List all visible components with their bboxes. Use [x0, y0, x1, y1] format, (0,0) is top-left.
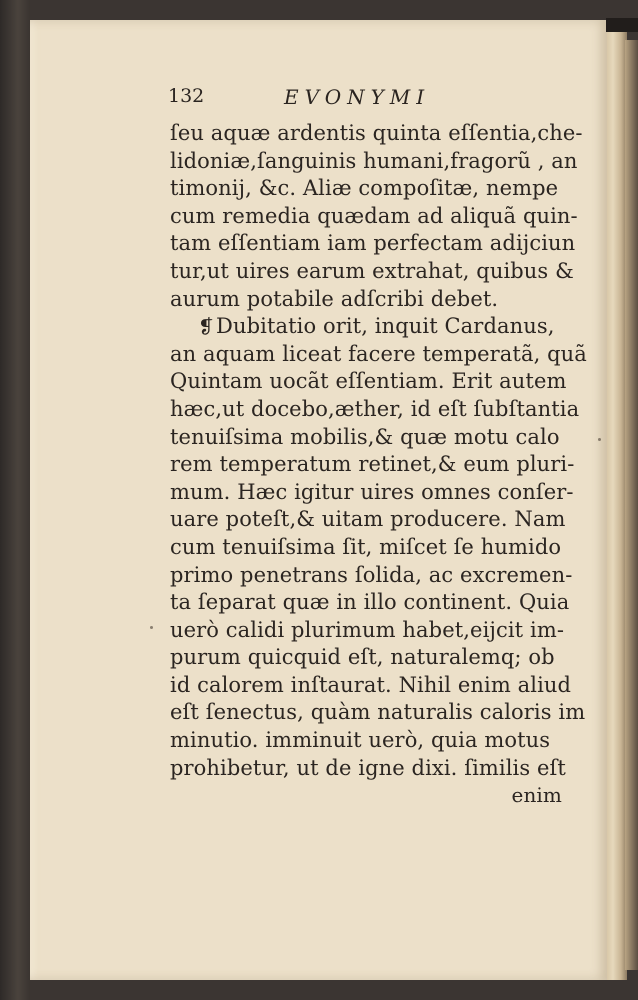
text-line: tenuiſsima mobilis,& quæ motu calo	[170, 424, 560, 449]
text-line: tam eſſentiam iam perfectam adijciun	[170, 231, 576, 256]
text-line: uerò calidi plurimum habet,eijcit im-	[170, 617, 565, 642]
text-line: primo penetrans ſolida, ac excremen-	[170, 562, 573, 587]
text-line: rem temperatum retinet,& eum pluri-	[170, 452, 575, 477]
text-line: uare poteſt,& uitam producere. Nam	[170, 507, 566, 532]
text-line: tur,ut uires earum extrahat, quibus &	[170, 258, 574, 283]
paragraph-mark-icon: ❡	[198, 316, 215, 339]
text-line: purum quicquid eſt, naturalemq; ob	[170, 645, 555, 670]
running-title: EVONYMI	[284, 85, 431, 109]
text-line: timonij, &c. Aliæ compoſitæ, nempe	[170, 176, 559, 201]
text-line: lidoniæ,ſanguinis humani,fragorũ , an	[170, 148, 578, 173]
text-line: cum tenuiſsima ſit, miſcet ſe humido	[170, 534, 562, 559]
page-edge	[607, 22, 627, 980]
paper-fleck	[150, 626, 153, 629]
binding-strip	[606, 18, 638, 32]
text-line: Dubitatio orit, inquit Cardanus,	[216, 314, 555, 339]
paragraph-start-line	[170, 313, 590, 341]
text-line: id calorem inſtaurat. Nihil enim aliud	[170, 672, 572, 697]
page-edge-shadow	[625, 40, 638, 970]
scan-background-left	[0, 0, 30, 1000]
text-line: aurum potabile adſcribi debet.	[170, 286, 499, 311]
text-line: Quintam uocãt eſſentiam. Erit autem	[170, 369, 567, 394]
text-line: an aquam liceat facere temperatã, quã	[170, 341, 587, 366]
text-line: cum remedia quædam ad aliquã quin-	[170, 203, 578, 228]
catchword: enim	[511, 783, 562, 808]
text-block	[170, 120, 590, 810]
text-line: eſt ſenectus, quàm naturalis caloris im	[170, 700, 586, 725]
page-number: 132	[168, 85, 205, 107]
running-head	[168, 85, 468, 111]
text-line: ſeu aquæ ardentis quinta eſſentia,che-	[170, 121, 583, 145]
text-line: ta ſeparat quæ in illo continent. Quia	[170, 590, 570, 615]
paper-fleck	[598, 438, 601, 441]
text-line: mum. Hæc igitur uires omnes conſer-	[170, 479, 574, 504]
text-line: prohibetur, ut de igne dixi. ſimilis eſt	[170, 755, 566, 780]
text-line: minutio. imminuit uerò, quia motus	[170, 728, 551, 753]
text-line: hæc,ut docebo,æther, id eſt ſubſtantia	[170, 396, 580, 421]
